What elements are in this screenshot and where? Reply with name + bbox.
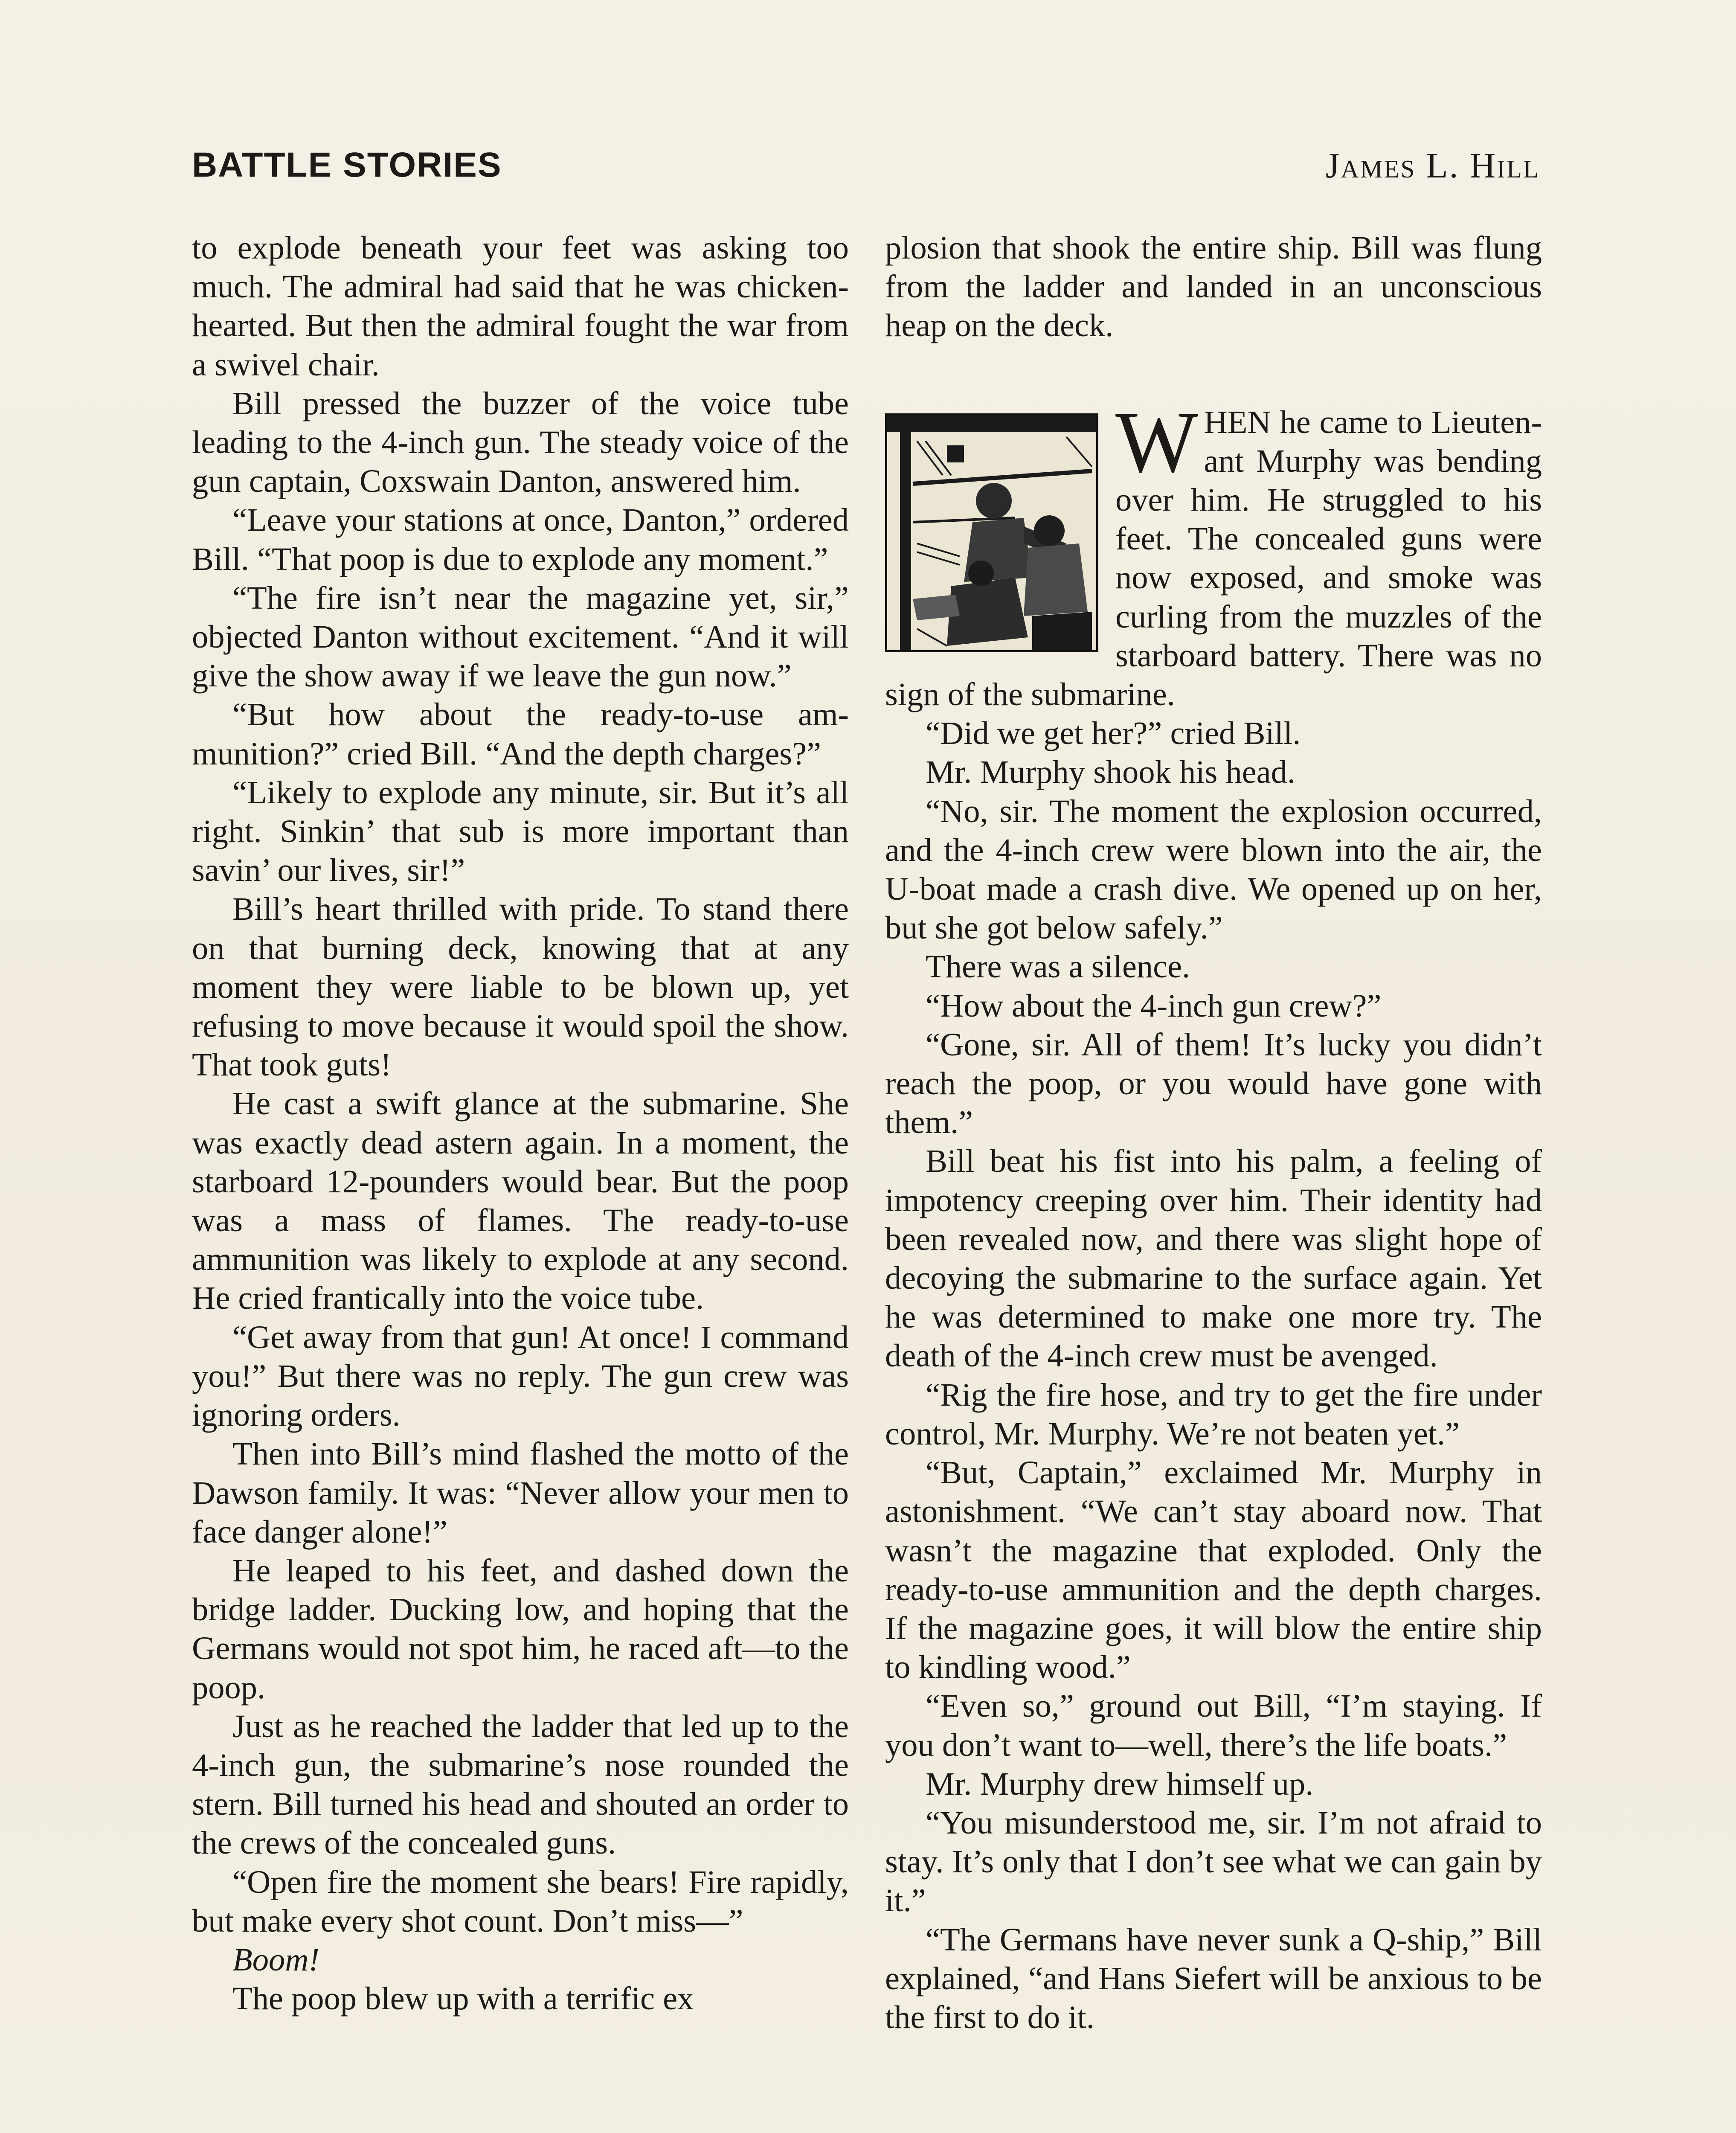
paragraph: “Open fire the moment she bears! Fire rapidly, but make every shot count. Don’t miss—” <box>192 1863 849 1939</box>
paragraph: “Did we get her?” cried Bill. <box>926 715 1301 752</box>
sailors-illustration <box>887 416 1096 650</box>
paragraph: “But, Captain,” exclaimed Mr. Murphy in astonishment. “We can’t stay aboard now. That wasn’t the magazine that exploded. Only the ready-to-use ammunition and the depth charges. If the magazine goes, it will blow the entire ship to kindling wood.” <box>885 1454 1542 1685</box>
paragraph: “How about the 4-inch gun crew?” <box>926 987 1382 1024</box>
paragraph: Mr. Murphy shook his head. <box>926 754 1295 790</box>
paragraph-continuation: plosion that shook the entire ship. Bill was flung from the ladder and landed in an unconscious heap on the deck. <box>885 230 1542 344</box>
paragraph: Bill’s heart thrilled with pride. To stand there on that burning deck, knowing that at any moment they were liable to be blown up, yet refusing to move because it would spoil the show. That took guts! <box>192 891 849 1083</box>
running-header <box>192 145 1540 192</box>
paragraph: to explode beneath your feet was asking too much. The admiral had said that he was chicken-hearted. But then the admiral fought the war from a swivel chair. <box>192 230 849 383</box>
section-illustration <box>885 413 1098 652</box>
dropcap-text: HEN he came to Lieutenant Murphy was bending over him. He struggled to his feet. The concealed guns were now exposed, and smoke was curling from the muzzles of the starboard battery. There was no sign of the submarine. <box>885 404 1542 713</box>
paragraph: “Leave your stations at once, Danton,” ordered Bill. “That poop is due to explode any moment.” <box>192 502 849 577</box>
author-name: James L. Hill <box>1325 146 1540 186</box>
paragraph: “The fire isn’t near the magazine yet, sir,” objected Danton without excitement. “And it will give the show away if we leave the gun now.” <box>192 579 849 694</box>
paragraph: Mr. Murphy drew himself up. <box>926 1765 1314 1802</box>
paragraph-boom: Boom! <box>232 1941 319 1978</box>
paragraph: Bill pressed the buzzer of the voice tube leading to the 4-inch gun. The steady voice of the gun captain, Coxswain Danton, answered him. <box>192 385 849 500</box>
paragraph: “Likely to explode any minute, sir. But it’s all right. Sinkin’ that sub is more important than savin’ our lives, sir!” <box>192 774 849 889</box>
left-column <box>192 228 849 2018</box>
paragraph: “Gone, sir. All of them! It’s lucky you didn’t reach the poop, or you would have gone with them.” <box>885 1026 1542 1141</box>
paragraph: Then into Bill’s mind flashed the motto of the Dawson family. It was: “Never allow your men to face danger alone!” <box>192 1436 849 1550</box>
paragraph: “You misunderstood me, sir. I’m not afraid to stay. It’s only that I don’t see what we can gain by it.” <box>885 1804 1542 1919</box>
right-column <box>885 228 1542 2037</box>
magazine-title: BATTLE STORIES <box>192 145 502 184</box>
paragraph: He leaped to his feet, and dashed down the bridge ladder. Ducking low, and hoping that the Germans would not spot him, he raced aft—to the poop. <box>192 1552 849 1706</box>
paragraph: “Even so,” ground out Bill, “I’m staying. If you don’t want to—well, there’s the life boats.” <box>885 1688 1542 1763</box>
section-spacer <box>885 345 1542 403</box>
paragraph: “Get away from that gun! At once! I command you!” But there was no reply. The gun crew was ignoring orders. <box>192 1319 849 1433</box>
drop-cap: W <box>1115 393 1198 491</box>
paragraph: “Rig the fire hose, and try to get the fire under control, Mr. Murphy. We’re not beaten yet.” <box>885 1376 1542 1452</box>
paragraph: “The Germans have never sunk a Q-ship,” Bill explained, “and Hans Siefert will be anxious to be the first to do it. <box>885 1921 1542 2035</box>
paragraph: Just as he reached the ladder that led up to the 4-inch gun, the submarine’s nose rounded the stern. Bill turned his head and shouted an order to the crews of the concealed guns. <box>192 1708 849 1861</box>
paragraph: “But how about the ready-to-use ammunition?” cried Bill. “And the depth charges?” <box>192 696 849 772</box>
paragraph: There was a silence. <box>926 948 1190 985</box>
paragraph: “No, sir. The moment the explosion occurred, and the 4-inch crew were blown into the air, the U-boat made a crash dive. We opened up on her, but she got below safely.” <box>885 793 1542 946</box>
paragraph: Bill beat his fist into his palm, a feeling of impotency creeping over him. Their identity had been revealed now, and there was slight hope of decoying the submarine to the surface again. Yet he was determined to make one more try. The death of the 4-inch crew must be avenged. <box>885 1143 1542 1374</box>
paragraph: The poop blew up with a terrific ex <box>232 1980 694 2017</box>
paragraph: He cast a swift glance at the submarine. She was exactly dead astern again. In a moment, the starboard 12-pounders would bear. But the poop was a mass of flames. The ready-to-use ammunition was likely to explode at any second. He cried frantically into the voice tube. <box>192 1085 849 1316</box>
